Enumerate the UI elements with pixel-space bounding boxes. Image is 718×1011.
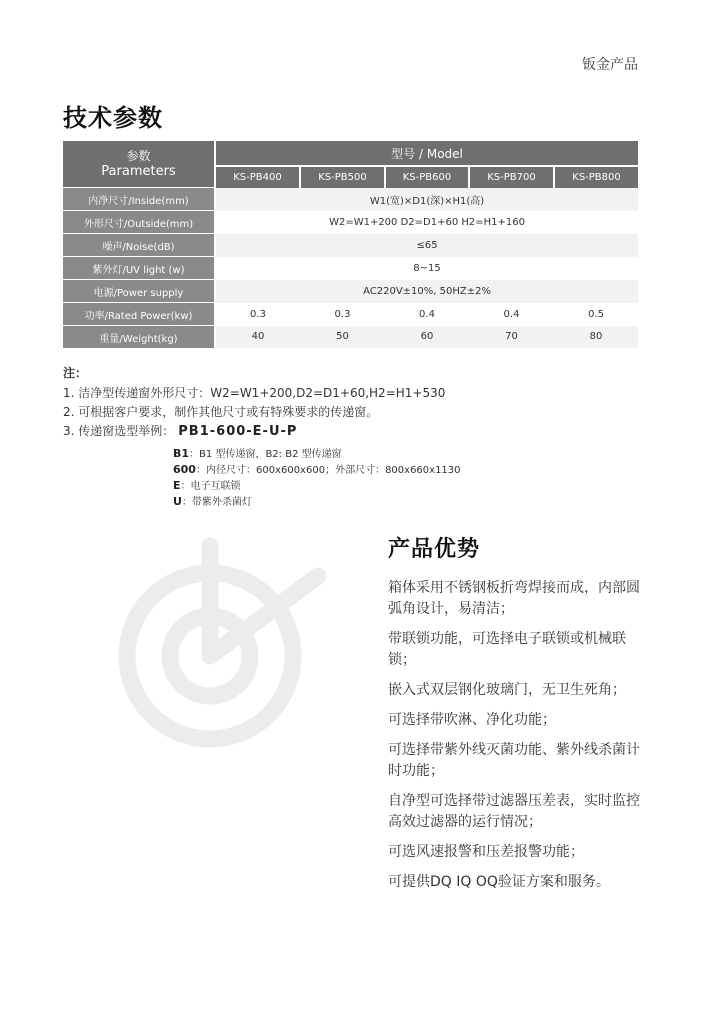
row-label: 内净尺寸/Inside(mm)	[63, 188, 215, 211]
note-item-text: 3. 传递窗选型举例：	[63, 424, 175, 438]
note-item: 1. 洁净型传递窗外形尺寸：W2=W1+200,D2=D1+60,H2=H1+530	[63, 386, 446, 400]
table-row	[63, 257, 638, 280]
table-cell: 0.4	[385, 303, 469, 326]
table-row	[63, 303, 638, 326]
advantage-item: 箱体采用不锈钢板折弯焊接而成，内部圆弧角设计，易清洁；	[388, 580, 640, 617]
advantage-item: 可选择带吹淋、净化功能；	[388, 712, 556, 728]
table-cell: 0.4	[469, 303, 554, 326]
advantage-item: 可选风速报警和压差报警功能；	[388, 844, 584, 860]
legend-text: ：电子互联锁	[180, 481, 241, 492]
row-label: 噪声/Noise(dB)	[63, 234, 215, 257]
param-header-cn: 参数	[126, 149, 151, 163]
legend-key: U	[173, 495, 182, 508]
advantage-item: 带联锁功能，可选择电子联锁或机械联锁；	[388, 631, 626, 668]
category-label: 钣金产品	[582, 57, 638, 73]
table-cell: 8~15	[215, 257, 638, 280]
legend-item	[173, 446, 461, 462]
table-cell: W2=W1+200 D2=D1+60 H2=H1+160	[215, 211, 638, 234]
model-column-header: KS-PB600	[385, 166, 469, 187]
table-row	[63, 211, 638, 234]
legend-text: ：内径尺寸：600x600x600；外部尺寸：800x660x1130	[195, 465, 461, 476]
table-cell: 0.3	[215, 303, 300, 326]
model-column-header: KS-PB700	[469, 166, 554, 187]
param-header	[63, 141, 215, 188]
section-title: 技术参数	[63, 104, 163, 132]
table-row	[63, 326, 638, 349]
table-cell: 50	[300, 326, 385, 349]
spec-table	[63, 141, 638, 348]
notes-title: 注：	[63, 366, 88, 380]
table-cell: ≤65	[215, 234, 638, 257]
model-column-header: KS-PB400	[215, 166, 300, 187]
row-label: 外形尺寸/Outside(mm)	[63, 211, 215, 234]
table-cell: 0.5	[554, 303, 638, 326]
table-cell: 40	[215, 326, 300, 349]
legend-key: B1	[173, 447, 190, 460]
param-header-en: Parameters	[101, 164, 176, 179]
legend-key: E	[173, 479, 181, 492]
notes-section	[63, 364, 445, 441]
legend-item	[173, 462, 461, 478]
table-row	[63, 188, 638, 211]
table-cell: 80	[554, 326, 638, 349]
model-code: PB1-600-E-U-P	[178, 424, 298, 439]
table-row	[63, 234, 638, 257]
advantage-item: 嵌入式双层钢化玻璃门，无卫生死角；	[388, 682, 626, 698]
row-label: 重量/Weight(kg)	[63, 326, 215, 349]
row-label: 电源/Power supply	[63, 280, 215, 303]
table-cell: AC220V±10%, 50HZ±2%	[215, 280, 638, 303]
advantage-item: 自净型可选择带过滤器压差表，实时监控高效过滤器的运行情况；	[388, 793, 640, 830]
legend-text: ：带紫外杀菌灯	[181, 497, 252, 508]
table-cell: 0.3	[300, 303, 385, 326]
legend-key: 600	[173, 463, 196, 476]
model-column-header: KS-PB500	[300, 166, 385, 187]
note-item	[63, 422, 445, 441]
row-label: 功率/Rated Power(kw)	[63, 303, 215, 326]
model-column-header: KS-PB800	[554, 166, 638, 187]
row-label: 紫外灯/UV light (w)	[63, 257, 215, 280]
watermark-logo-icon	[118, 528, 333, 748]
table-row	[63, 280, 638, 303]
note-item: 2. 可根据客户要求，制作其他尺寸或有特殊要求的传递窗。	[63, 405, 379, 419]
advantages-title: 产品优势	[388, 537, 481, 562]
table-cell: W1(宽)×D1(深)×H1(高)	[215, 188, 638, 211]
legend-item	[173, 494, 461, 510]
model-code-legend	[173, 446, 461, 510]
table-cell: 70	[469, 326, 554, 349]
advantages-list	[388, 578, 640, 902]
legend-item	[173, 478, 461, 494]
model-header: 型号 / Model	[215, 141, 638, 166]
legend-text: ：B1 型传递窗，B2: B2 型传递窗	[189, 449, 342, 460]
advantage-item: 可提供DQ IQ OQ验证方案和服务。	[388, 874, 610, 890]
advantage-item: 可选择带紫外线灭菌功能、紫外线杀菌计时功能；	[388, 742, 640, 779]
table-cell: 60	[385, 326, 469, 349]
